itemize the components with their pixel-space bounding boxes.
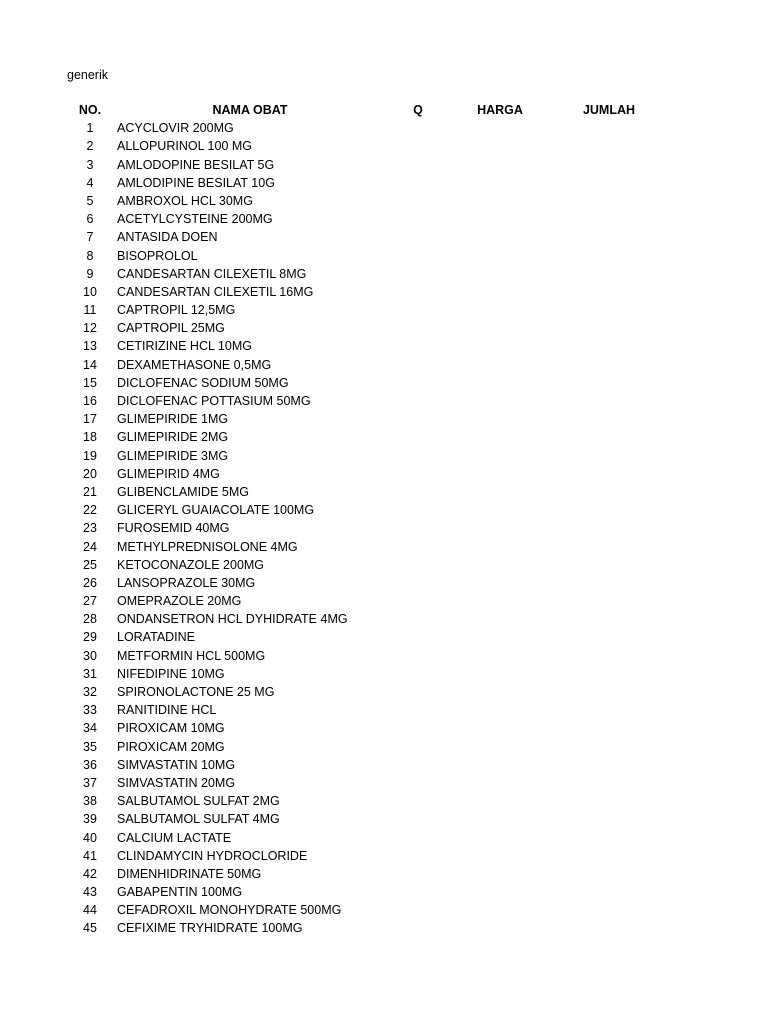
table-row (0, 647, 768, 665)
table-row (0, 592, 768, 610)
cell-no: 26 (83, 575, 97, 590)
table-row (0, 556, 768, 574)
cell-no: 44 (83, 903, 97, 918)
cell-no: 33 (83, 703, 97, 718)
cell-nama-obat: AMLODOPINE BESILAT 5G (117, 157, 275, 172)
header-nama-obat: NAMA OBAT (212, 103, 288, 117)
table-row (0, 410, 768, 428)
table-row (0, 283, 768, 301)
table-row (0, 174, 768, 192)
cell-no: 22 (83, 503, 97, 518)
cell-nama-obat: GLIMEPIRIDE 3MG (117, 448, 229, 463)
cell-no: 23 (83, 521, 97, 536)
table-row (0, 501, 768, 519)
header-harga: HARGA (477, 103, 523, 117)
cell-nama-obat: CANDESARTAN CILEXETIL 16MG (117, 284, 314, 299)
cell-nama-obat: ANTASIDA DOEN (117, 230, 218, 245)
table-row (0, 847, 768, 865)
table-row (0, 337, 768, 355)
cell-no: 32 (83, 685, 97, 699)
table-row (0, 665, 768, 683)
cell-nama-obat: SPIRONOLACTONE 25 MG (117, 685, 275, 699)
table-row (0, 865, 768, 883)
cell-nama-obat: GLIMEPIRIDE 2MG (117, 430, 229, 445)
header-q: Q (413, 103, 423, 117)
cell-no: 8 (86, 248, 94, 263)
cell-no: 29 (83, 630, 97, 645)
cell-nama-obat: KETOCONAZOLE 200MG (117, 557, 265, 572)
cell-no: 30 (83, 648, 97, 663)
cell-nama-obat: GLIBENCLAMIDE 5MG (117, 484, 249, 499)
cell-no: 21 (83, 484, 97, 499)
table-row (0, 901, 768, 919)
table-row (0, 319, 768, 337)
cell-nama-obat: CAPTROPIL 25MG (117, 321, 225, 336)
cell-nama-obat: GABAPENTIN 100MG (117, 885, 243, 900)
cell-nama-obat: ONDANSETRON HCL DYHIDRATE 4MG (117, 612, 348, 627)
cell-nama-obat: METFORMIN HCL 500MG (117, 648, 266, 663)
table-row (0, 701, 768, 719)
cell-nama-obat: PIROXICAM 20MG (117, 739, 225, 754)
table-row (0, 392, 768, 410)
table-row (0, 919, 768, 937)
cell-nama-obat: ACYCLOVIR 200MG (117, 121, 234, 136)
table-row (0, 829, 768, 847)
cell-nama-obat: AMLODIPINE BESILAT 10G (117, 175, 275, 190)
cell-no: 3 (86, 157, 94, 172)
table-row (0, 465, 768, 483)
table-row (0, 574, 768, 592)
cell-nama-obat: NIFEDIPINE 10MG (117, 666, 225, 681)
page-label: generik (67, 68, 108, 82)
cell-nama-obat: CEFIXIME TRYHIDRATE 100MG (117, 921, 303, 936)
cell-nama-obat: RANITIDINE HCL (117, 703, 217, 718)
cell-nama-obat: CAPTROPIL 12,5MG (117, 303, 236, 318)
table-row (0, 719, 768, 737)
table-row (0, 210, 768, 228)
cell-nama-obat: DICLOFENAC POTTASIUM 50MG (117, 394, 311, 408)
cell-nama-obat: LORATADINE (117, 630, 196, 645)
cell-no: 41 (83, 848, 97, 863)
cell-no: 27 (83, 594, 97, 609)
cell-no: 13 (83, 339, 97, 354)
table-row (0, 265, 768, 283)
cell-no: 2 (86, 139, 94, 154)
cell-nama-obat: CLINDAMYCIN HYDROCLORIDE (117, 848, 308, 863)
cell-nama-obat: DIMENHIDRINATE 50MG (117, 866, 262, 881)
cell-no: 9 (86, 266, 94, 281)
table-row (0, 228, 768, 246)
cell-no: 19 (83, 448, 97, 463)
cell-no: 24 (83, 539, 97, 554)
table-row (0, 483, 768, 501)
cell-nama-obat: SALBUTAMOL SULFAT 2MG (117, 794, 280, 809)
header-no: NO. (78, 103, 102, 117)
table-row (0, 810, 768, 828)
table-row (0, 610, 768, 628)
cell-nama-obat: PIROXICAM 10MG (117, 721, 225, 736)
cell-no: 35 (83, 739, 97, 754)
cell-nama-obat: METHYLPREDNISOLONE 4MG (117, 539, 298, 554)
cell-nama-obat: SIMVASTATIN 10MG (117, 757, 236, 772)
cell-no: 36 (83, 757, 97, 772)
table-row (0, 792, 768, 810)
cell-no: 38 (83, 794, 97, 809)
cell-nama-obat: SIMVASTATIN 20MG (117, 775, 236, 790)
table-header-row (0, 101, 768, 119)
cell-no: 16 (83, 394, 97, 408)
table-row (0, 192, 768, 210)
cell-nama-obat: DEXAMETHASONE 0,5MG (117, 357, 272, 372)
cell-nama-obat: LANSOPRAZOLE 30MG (117, 575, 256, 590)
cell-no: 25 (83, 557, 97, 572)
cell-nama-obat: ACETYLCYSTEINE 200MG (117, 212, 273, 227)
table-row (0, 738, 768, 756)
cell-no: 20 (83, 466, 97, 481)
table-row (0, 119, 768, 137)
cell-nama-obat: BISOPROLOL (117, 248, 198, 263)
cell-no: 42 (83, 866, 97, 881)
header-jumlah: JUMLAH (582, 103, 636, 117)
cell-nama-obat: AMBROXOL HCL 30MG (117, 193, 253, 208)
cell-no: 39 (83, 812, 97, 827)
cell-no: 18 (83, 430, 97, 445)
table-row (0, 374, 768, 392)
cell-no: 37 (83, 775, 97, 790)
table-row (0, 683, 768, 701)
table-row (0, 774, 768, 792)
cell-nama-obat: CETIRIZINE HCL 10MG (117, 339, 252, 354)
cell-no: 14 (83, 357, 97, 372)
cell-nama-obat: CEFADROXIL MONOHYDRATE 500MG (117, 903, 342, 918)
cell-no: 31 (83, 666, 97, 681)
cell-no: 40 (83, 830, 97, 845)
table-body (0, 119, 768, 937)
cell-no: 5 (86, 193, 94, 208)
cell-no: 7 (86, 230, 94, 245)
table-row (0, 247, 768, 265)
cell-no: 45 (83, 921, 97, 936)
cell-nama-obat: CALCIUM LACTATE (117, 830, 232, 845)
cell-nama-obat: OMEPRAZOLE 20MG (117, 594, 242, 609)
cell-nama-obat: SALBUTAMOL SULFAT 4MG (117, 812, 280, 827)
table-row (0, 428, 768, 446)
cell-nama-obat: GLICERYL GUAIACOLATE 100MG (117, 503, 315, 518)
cell-no: 6 (86, 212, 94, 227)
table-row (0, 156, 768, 174)
medicine-table (0, 101, 768, 938)
cell-no: 1 (86, 121, 94, 136)
cell-nama-obat: ALLOPURINOL 100 MG (117, 139, 253, 154)
cell-nama-obat: FUROSEMID 40MG (117, 521, 230, 536)
cell-no: 15 (83, 375, 97, 390)
table-row (0, 756, 768, 774)
cell-nama-obat: GLIMEPIRIDE 1MG (117, 412, 229, 427)
cell-nama-obat: GLIMEPIRID 4MG (117, 466, 220, 481)
cell-no: 43 (83, 885, 97, 900)
table-row (0, 137, 768, 155)
cell-no: 17 (83, 412, 97, 427)
cell-no: 34 (83, 721, 97, 736)
cell-no: 28 (83, 612, 97, 627)
table-row (0, 628, 768, 646)
cell-nama-obat: CANDESARTAN CILEXETIL 8MG (117, 266, 307, 281)
table-row (0, 519, 768, 537)
cell-no: 10 (83, 284, 97, 299)
table-row (0, 301, 768, 319)
table-row (0, 447, 768, 465)
cell-no: 12 (83, 321, 97, 336)
cell-no: 11 (83, 303, 97, 318)
table-row (0, 538, 768, 556)
cell-nama-obat: DICLOFENAC SODIUM 50MG (117, 375, 289, 390)
table-row (0, 883, 768, 901)
cell-no: 4 (86, 175, 94, 190)
table-row (0, 356, 768, 374)
